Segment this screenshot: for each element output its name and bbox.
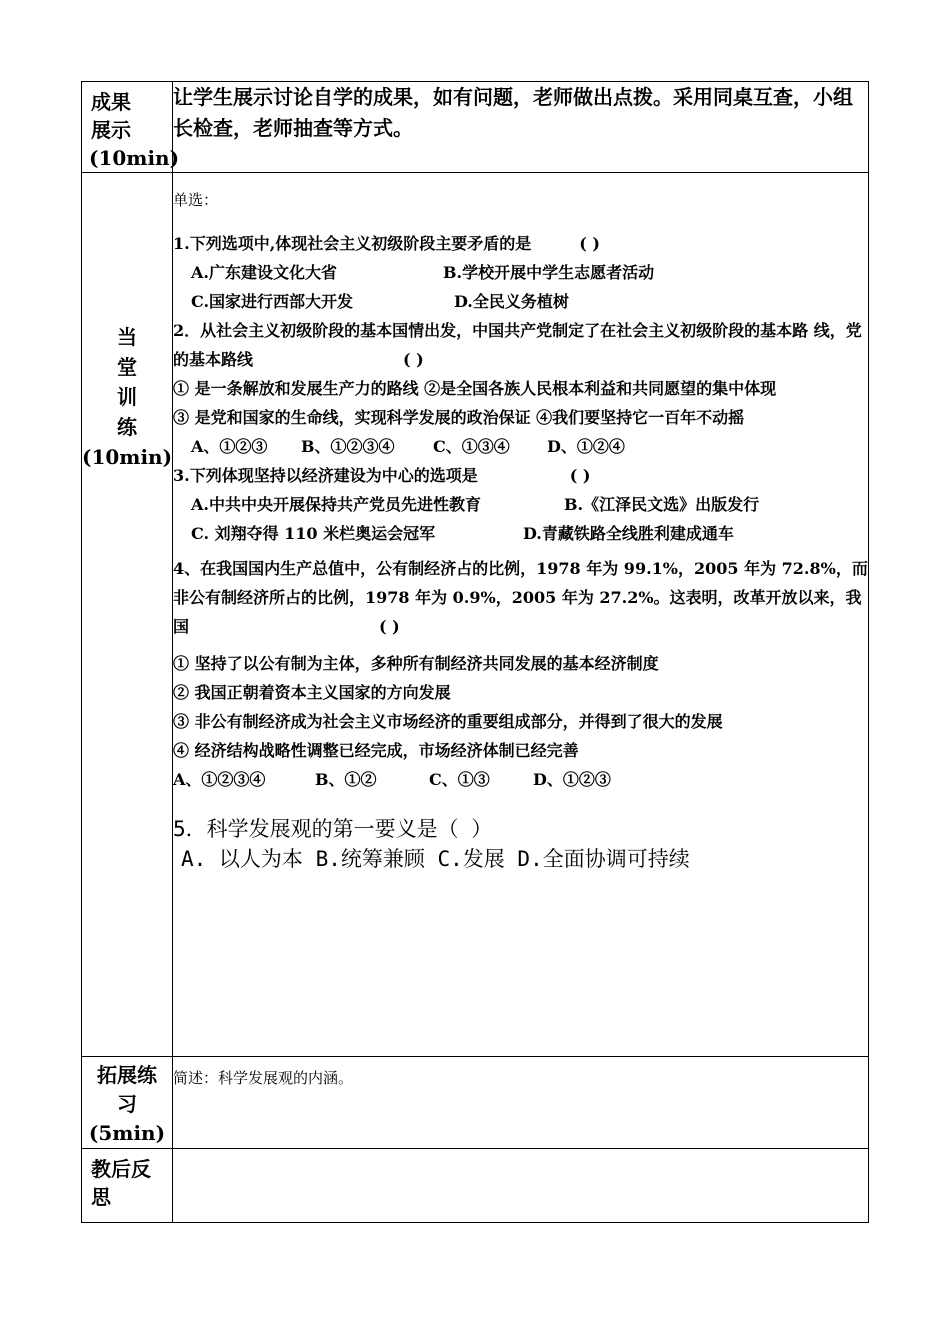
q2-statement-3-4: ③ 是党和国家的生命线，实现科学发展的政治保证 ④我们要坚持它一百年不动摇 xyxy=(173,408,745,427)
q3-option-a: A.中共中央开展保持共产党员先进性教育 xyxy=(191,495,481,514)
label-reflection-line1: 教后反 xyxy=(91,1157,151,1181)
q3-option-c: C. 刘翔夺得 110 米栏奥运会冠军 xyxy=(191,524,436,543)
label-practice-char2: 堂 xyxy=(117,354,137,379)
q4-option-b: B、①② xyxy=(315,770,377,789)
label-practice-time: (10min) xyxy=(82,444,173,469)
q3-option-d: D.青藏铁路全线胜利建成通车 xyxy=(523,524,734,543)
q4-stem: 4、在我国国内生产总值中，公有制经济占的比例，1978 年为 99.1%，2005 年为 72.8%，而非公有制经济所占的比例，1978 年为 0.9%，2005 年为 27.2%。这表明，改革开放以来，我国 xyxy=(173,559,868,636)
q1-option-b: B.学校开展中学生志愿者活动 xyxy=(443,263,655,282)
q2-option-a: A、①②③ xyxy=(191,437,268,456)
q4-statement-3: ③ 非公有制经济成为社会主义市场经济的重要组成部分，并得到了很大的发展 xyxy=(173,712,723,731)
label-cell-achievement xyxy=(82,82,180,173)
q2-statement-1-2: ① 是一条解放和发展生产力的路线 ②是全国各族人民根本利益和共同愿望的集中体现 xyxy=(173,379,777,398)
q2-stem: 2．从社会主义初级阶段的基本国情出发，中国共产党制定了在社会主义初级阶段的基本路 线，党的基本路线 xyxy=(173,321,862,369)
achievement-text: 让学生展示讨论自学的成果，如有问题，老师做出点拨。采用同桌互查，小组长检查，老师抽查等方式。 xyxy=(173,85,853,140)
section-heading: 单选： xyxy=(173,191,219,209)
label-extension-time: (5min) xyxy=(88,1121,166,1145)
q4-statement-4: ④ 经济结构战略性调整已经完成，市场经济体制已经完善 xyxy=(173,741,579,760)
q2-option-b: B、①②③④ xyxy=(301,437,395,456)
row-achievement-display xyxy=(82,82,869,173)
q1-option-d: D.全民义务植树 xyxy=(454,292,569,311)
question-5 xyxy=(173,814,868,874)
label-achievement-time: (10min) xyxy=(89,146,180,170)
q3-option-b: B.《江泽民文选》出版发行 xyxy=(564,495,760,514)
q2-option-d: D、①②④ xyxy=(547,437,625,456)
row-classroom-practice xyxy=(82,173,869,1057)
q5-stem: 5．科学发展观的第一要义是（ ） xyxy=(173,817,493,841)
q2-option-c: C、①③④ xyxy=(433,437,510,456)
content-cell-extension xyxy=(173,1057,869,1149)
label-practice-char1: 当 xyxy=(117,324,137,349)
q4-statement-2: ② 我国正朝着资本主义国家的方向发展 xyxy=(173,683,451,702)
label-cell-reflection xyxy=(82,1149,173,1223)
extension-text: 简述：科学发展观的内涵。 xyxy=(173,1069,354,1087)
q3-stem: 3.下列体现坚持以经济建设为中心的选项是 xyxy=(173,466,478,485)
label-reflection-line2: 思 xyxy=(91,1185,111,1209)
content-cell-reflection xyxy=(173,1149,869,1223)
row-extension-practice xyxy=(82,1057,869,1149)
content-cell-achievement xyxy=(173,82,869,173)
q2-bracket: ( ) xyxy=(403,350,424,369)
label-practice-char4: 练 xyxy=(117,414,137,439)
q4-statement-1: ① 坚持了以公有制为主体，多种所有制经济共同发展的基本经济制度 xyxy=(173,654,659,673)
question-4 xyxy=(173,554,868,794)
label-achievement-line2: 展示 xyxy=(91,118,131,142)
question-3 xyxy=(173,461,868,548)
label-cell-practice xyxy=(82,173,173,1057)
label-achievement-line1: 成果 xyxy=(91,90,131,114)
q5-options: A. 以人为本 B.统筹兼顾 C.发展 D.全面协调可持续 xyxy=(181,847,690,871)
q3-bracket: ( ) xyxy=(569,466,591,485)
question-2 xyxy=(173,316,868,461)
q1-stem: 1.下列选项中,体现社会主义初级阶段主要矛盾的是 xyxy=(173,234,532,253)
q4-option-c: C、①③ xyxy=(429,770,490,789)
q1-option-c: C.国家进行西部大开发 xyxy=(191,292,354,311)
q4-option-a: A、①②③④ xyxy=(173,770,266,789)
label-cell-extension xyxy=(82,1057,173,1149)
q1-option-a: A.广东建设文化大省 xyxy=(191,263,337,282)
content-cell-practice xyxy=(173,173,869,1057)
label-extension-line1: 拓展练 xyxy=(97,1063,157,1087)
question-1 xyxy=(173,229,868,316)
row-reflection xyxy=(82,1149,869,1223)
label-practice-char3: 训 xyxy=(117,384,137,409)
label-extension-line2: 习 xyxy=(117,1092,137,1116)
q4-option-d: D、①②③ xyxy=(533,770,611,789)
q4-bracket: ( ) xyxy=(379,617,400,636)
lesson-plan-table xyxy=(81,81,869,1223)
q1-bracket: ( ) xyxy=(579,234,600,253)
